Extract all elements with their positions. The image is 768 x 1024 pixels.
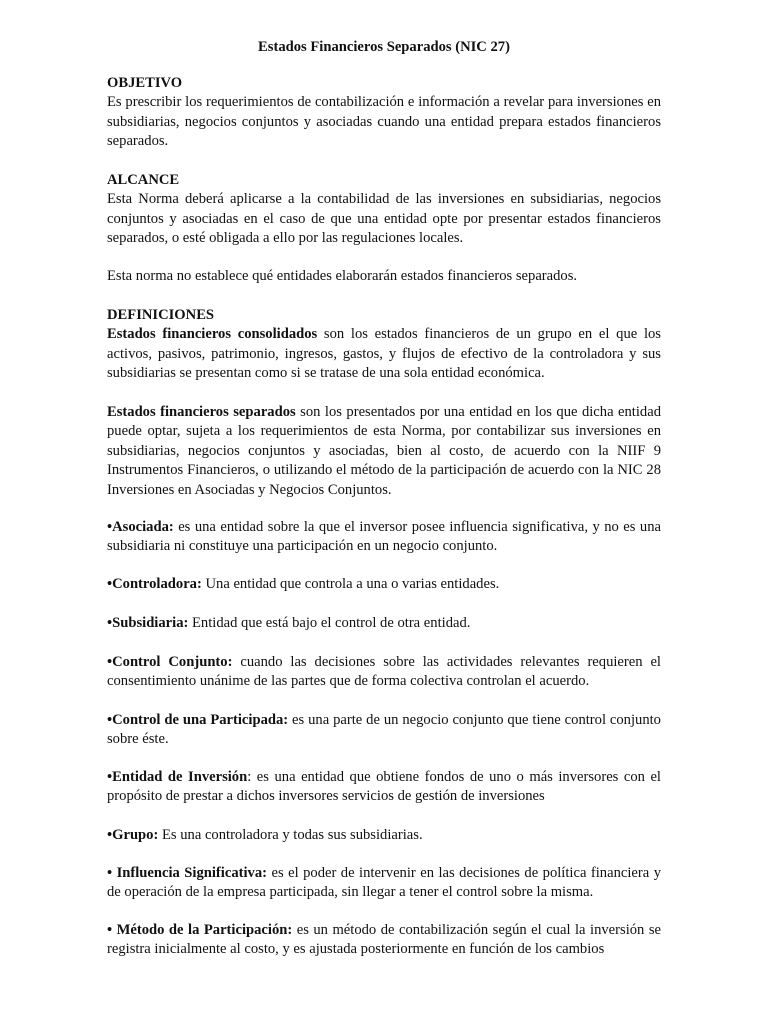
definition-item [107, 575, 661, 594]
definition-term: •Controladora: [107, 576, 202, 592]
section-heading-definiciones: DEFINICIONES [107, 307, 215, 323]
definition-text: es un método de contabilización según el cual la inversión se registra inicialmente al costo, y es ajustada posteriormente en función de los cambios [107, 922, 661, 958]
definition-text: Es una controladora y todas sus subsidiarias. [158, 827, 423, 843]
definition-item [107, 826, 661, 845]
definition-text: es el poder de intervenir en las decisiones de política financiera y de operación de la empresa participada, sin llegar a tener el control sobre la misma. [107, 865, 661, 901]
definition-item [107, 711, 661, 750]
alcance-paragraph: Esta Norma deberá aplicarse a la contabilidad de las inversiones en subsidiarias, negocios conjuntos y asociadas en el caso de que una entidad opte por presentar estados financieros separados, o esté obligada a ello por las regulaciones locales. [107, 191, 661, 247]
section-alcance [107, 171, 661, 249]
definition-term: Estados financieros consolidados [107, 326, 318, 343]
definition-term: • Método de la Participación: [107, 922, 293, 938]
definition-text: son los estados financieros de un grupo en el que los activos, pasivos, patrimonio, ingresos, gastos, y flujos de efectivo de la controladora y sus subsidiarias se presentan como si se tratase de una sola entidad económica. [107, 326, 661, 382]
definition-item [107, 921, 661, 960]
definition-item [107, 768, 661, 807]
definition-text: son los presentados por una entidad en los que dicha entidad puede optar, sujeta a los requerimientos de esta Norma, por contabilizar sus inversiones en subsidiarias, negocios conjuntos y asociadas, bien al costo, de acuerdo con la NIIF 9 Instrumentos Financieros, o utilizando el método de la participación de acuerdo con la NIC 28 Inversiones en Asociadas y Negocios Conjuntos. [107, 404, 661, 498]
definition-item [107, 864, 661, 903]
definition-text: es una parte de un negocio conjunto que tiene control conjunto sobre éste. [107, 712, 661, 748]
definition-term: Estados financieros separados [107, 404, 296, 420]
definition-term: •Grupo: [107, 827, 159, 843]
definition-item [107, 518, 661, 557]
definition-text: Una entidad que controla a una o varias entidades. [201, 576, 500, 592]
definition-item [107, 325, 661, 383]
section-heading-alcance: ALCANCE [107, 172, 180, 188]
objetivo-paragraph: Es prescribir los requerimientos de contabilización e información a revelar para inversiones en subsidiarias, negocios conjuntos y asociadas cuando una entidad prepara estados financieros separados. [107, 94, 661, 150]
document-title: Estados Financieros Separados (NIC 27) [258, 39, 510, 55]
definition-term: •Entidad de Inversión [107, 769, 248, 785]
definition-item [107, 614, 661, 633]
definition-term: •Control de una Participada: [107, 712, 289, 728]
definition-term: • Influencia Significativa: [107, 865, 267, 881]
alcance-paragraph-2: Esta norma no establece qué entidades elaborarán estados financieros separados. [107, 268, 578, 284]
definition-term: •Asociada: [107, 519, 174, 535]
definition-term: •Subsidiaria: [107, 615, 189, 631]
definition-term: •Control Conjunto: [107, 654, 233, 670]
definition-text: Entidad que está bajo el control de otra entidad. [188, 615, 471, 631]
definition-text: : es una entidad que obtiene fondos de uno o más inversores con el propósito de prestar a dichos inversores servicios de gestión de inversiones [107, 769, 661, 805]
definition-text: es una entidad sobre la que el inversor posee influencia significativa, y no es una subsidiaria ni constituye una participación en un negocio conjunto. [107, 519, 661, 555]
section-heading-objetivo: OBJETIVO [107, 75, 183, 91]
definition-text: cuando las decisiones sobre las actividades relevantes requieren el consentimiento unánime de las partes que de forma colectiva controlan el acuerdo. [107, 654, 661, 690]
definition-item [107, 403, 661, 500]
section-objetivo [107, 74, 661, 152]
definition-item [107, 653, 661, 692]
section-definiciones [107, 306, 661, 384]
